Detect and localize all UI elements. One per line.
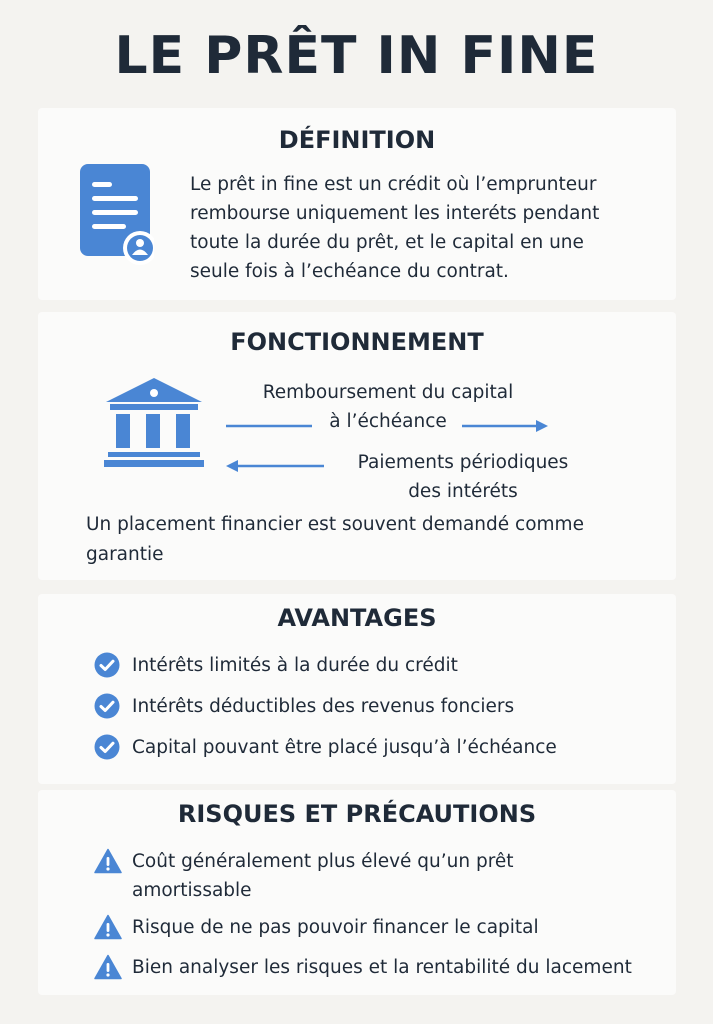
guarantee-note	[86, 510, 646, 570]
check-circle-icon	[94, 734, 120, 764]
bank-icon	[102, 374, 206, 474]
check-circle-icon	[94, 693, 120, 723]
definition-section	[38, 108, 676, 300]
warning-triangle-icon	[94, 914, 122, 944]
note-line: garantie	[86, 544, 164, 565]
arrow-right-icon	[226, 418, 550, 437]
definition-text	[190, 170, 660, 286]
fonctionnement-section	[38, 312, 676, 580]
check-circle-icon	[94, 652, 120, 682]
fonctionnement-title: FONCTIONNEMENT	[230, 328, 484, 356]
list-item-line: amortissable	[132, 880, 252, 901]
list-item-label: Risque de ne pas pouvoir financer le capital	[132, 917, 539, 938]
definition-line: rembourse uniquement les interéts pendant	[190, 203, 600, 224]
flow-line: Paiements périodiques	[357, 452, 569, 473]
avantages-title: AVANTAGES	[277, 604, 437, 632]
definition-line: seule fois à l’echéance du contrat.	[190, 261, 509, 282]
warning-triangle-icon	[94, 954, 122, 984]
list-item-label: Intérêts déductibles des revenus fonciers	[132, 696, 515, 717]
flow-line: des intéréts	[408, 481, 518, 502]
avantages-section	[38, 594, 676, 784]
list-item-label: Bien analyser les risques et la rentabilité du lacement	[132, 957, 632, 978]
list-item-label	[132, 847, 672, 905]
list-item-label: Capital pouvant être placé jusqu’à l’échéance	[132, 737, 557, 758]
warning-triangle-icon	[94, 848, 122, 878]
document-user-icon	[78, 162, 154, 270]
page-title: LE PRÊT IN FINE	[114, 26, 599, 86]
definition-line: toute la durée du prêt, et le capital en une	[190, 232, 584, 253]
definition-title: DÉFINITION	[278, 126, 436, 154]
list-item-label: Intérêts limités à la durée du crédit	[132, 655, 458, 676]
list-item-line: Coût généralement plus élevé qu’un prêt	[132, 851, 514, 872]
note-line: Un placement financier est souvent demandé comme	[86, 514, 584, 535]
definition-line: Le prêt in fine est un crédit où l’emprunteur	[190, 174, 597, 195]
flow-line: à l’échéance	[329, 411, 447, 432]
risques-section	[38, 790, 676, 995]
interest-payment-label	[313, 448, 613, 506]
risques-title: RISQUES ET PRÉCAUTIONS	[177, 800, 537, 828]
flow-line: Remboursement du capital	[262, 382, 514, 403]
